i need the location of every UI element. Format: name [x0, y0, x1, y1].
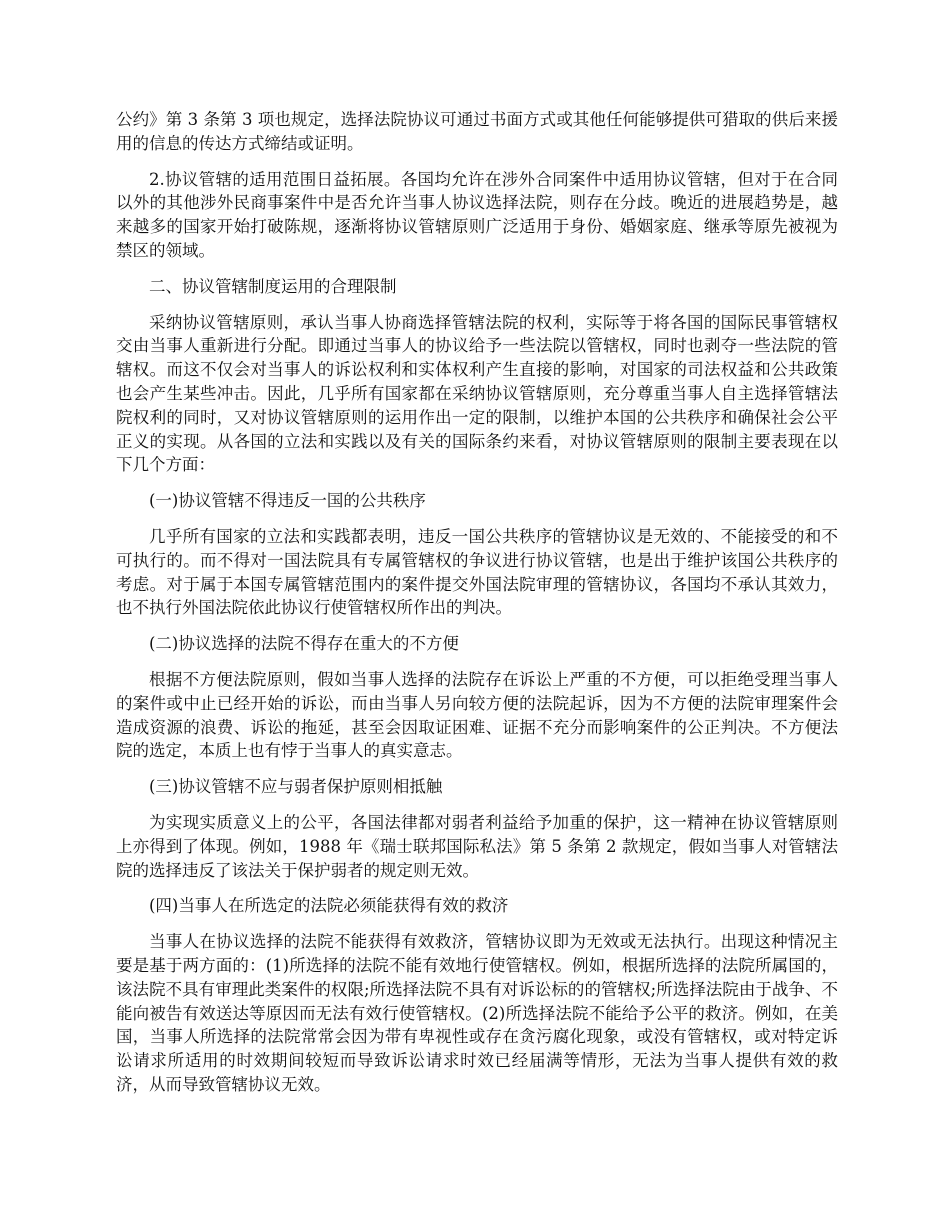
- subheading-effective-remedy: (四)当事人在所选定的法院必须能获得有效的救济: [149, 896, 509, 916]
- subheading-public-order: (一)协议管辖不得违反一国的公共秩序: [149, 491, 426, 511]
- subheading-inconvenient-forum: (二)协议选择的法院不得存在重大的不方便: [149, 634, 459, 654]
- paragraph-weaker-party-protection: 为实现实质意义上的公平，各国法律都对弱者利益给予加重的保护，这一精神在协议管辖原则上亦得到了体现。例如，1988 年《瑞士联邦国际私法》第 5 条第 2 款规定，假如当事人对管辖法院的选择违反了该法关于保护弱者的规定则无效。: [116, 812, 838, 880]
- paragraph-limits-overview: 采纳协议管辖原则，承认当事人协商选择管辖法院的权利，实际等于将各国的国际民事管辖权交由当事人重新进行分配。即通过当事人的协议给予一些法院以管辖权，同时也剥夺一些法院的管辖权。而这不仅会对当事人的诉讼权利和实体权利产生直接的影响，对国家的司法权益和公共政策也会产生某些冲击。因此，几乎所有国家都在采纳协议管辖原则，充分尊重当事人自主选择管辖法院权利的同时，又对协议管辖原则的运用作出一定的限制，以维护本国的公共秩序和确保社会公平正义的实现。从各国的立法和实践以及有关的国际条约来看，对协议管辖原则的限制主要表现在以下几个方面：: [116, 312, 838, 475]
- paragraph-inconvenient-forum: 根据不方便法院原则，假如当事人选择的法院存在诉讼上严重的不方便，可以拒绝受理当事人的案件或中止已经开始的诉讼，而由当事人另向较方便的法院起诉，因为不方便的法院审理案件会造成资源的浪费、诉讼的拖延，甚至会因取证困难、证据不充分而影响案件的公正判决。不方便法院的选定，本质上也有悖于当事人的真实意志。: [116, 669, 838, 761]
- subheading-weaker-party-protection: (三)协议管辖不应与弱者保护原则相抵触: [149, 777, 443, 797]
- paragraph-effective-remedy: 当事人在协议选择的法院不能获得有效救济，管辖协议即为无效或无法执行。出现这种情况主要是基于两方面的：(1)所选择的法院不能有效地行使管辖权。例如，根据所选择的法院所属国的，该法院不具有审理此类案件的权限;所选择法院不具有对诉讼标的的管辖权;所选择法院由于战争、不能向被告有效送达等原因而无法有效行使管辖权。(2)所选择法院不能给予公平的救济。例如，在美国，当事人所选择的法院常常会因为带有卑视性或存在贪污腐化现象，或没有管辖权，或对特定诉讼请求所适用的时效期间较短而导致诉讼请求时效已经届满等情形，无法为当事人提供有效的救济，从而导致管辖协议无效。: [116, 932, 838, 1094]
- paragraph-scope-expansion: 2.协议管辖的适用范围日益拓展。各国均允许在涉外合同案件中适用协议管辖，但对于在合同以外的其他涉外民商事案件中是否允许当事人协议选择法院，则存在分歧。晚近的进展趋势是，越来越多的国家开始打破陈规，逐渐将协议管辖原则广泛适用于身份、婚姻家庭、继承等原先被视为禁区的领域。: [116, 169, 838, 260]
- section-heading-reasonable-limits: 二、协议管辖制度运用的合理限制: [149, 276, 397, 296]
- paragraph-public-order: 几乎所有国家的立法和实践都表明，违反一国公共秩序的管辖协议是无效的、不能接受的和不可执行的。而不得对一国法院具有专属管辖权的争议进行协议管辖，也是出于维护该国公共秩序的考虑。对于属于本国专属管辖范围内的案件提交外国法院审理的管辖协议，各国均不承认其效力，也不执行外国法院依此协议行使管辖权所作出的判决。: [116, 526, 838, 618]
- document-body: [116, 108, 838, 1109]
- paragraph-convention-continuation: 公约》第 3 条第 3 项也规定，选择法院协议可通过书面方式或其他任何能够提供可猎取的供后来援用的信息的传达方式缔结或证明。: [116, 110, 838, 153]
